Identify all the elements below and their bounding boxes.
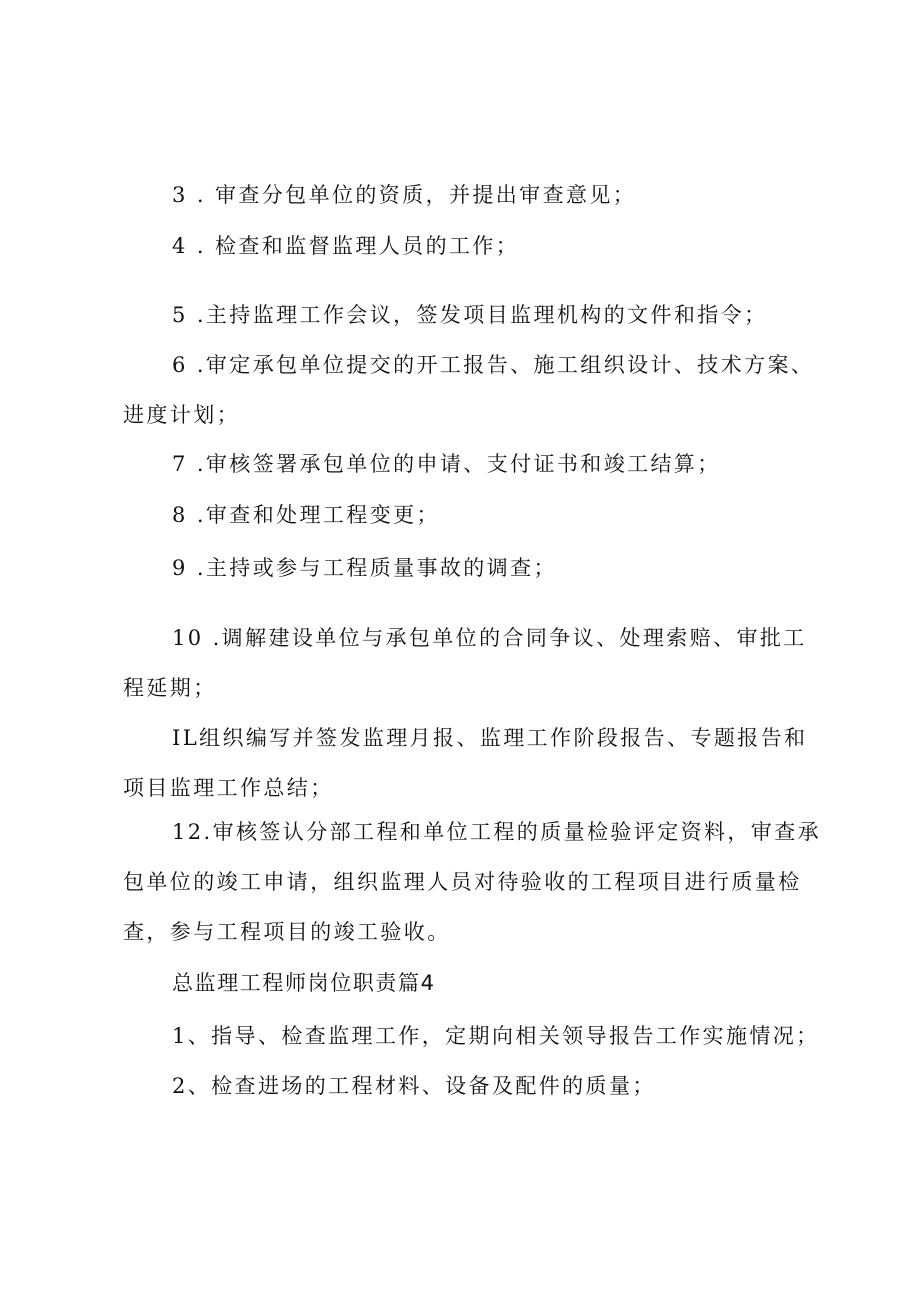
duty-item-6: 6 .审定承包单位提交的开工报告、施工组织设计、技术方案、进度计划； (123, 353, 815, 427)
section-item-1: 1、指导、检查监理工作，定期向相关领导报告工作实施情况； (172, 1024, 820, 1048)
duty-item-10: 10 .调解建设单位与承包单位的合同争议、处理索赔、审批工程延期； (123, 626, 807, 700)
duty-item-8: 8 .审查和处理工程变更； (172, 503, 440, 527)
duty-item-7: 7 .审核签署承包单位的申请、支付证书和竣工结算； (172, 452, 721, 476)
section-heading: 总监理工程师岗位职责篇4 (172, 971, 436, 995)
duty-item-5: 5 .主持监理工作会议，签发项目监理机构的文件和指令； (172, 303, 768, 327)
section-item-2: 2、检查进场的工程材料、设备及配件的质量； (172, 1074, 656, 1098)
duty-item-9: 9 .主持或参与工程质量事故的调查； (172, 556, 557, 580)
duty-item-12: 12.审核签认分部工程和单位工程的质量检验评定资料，审查承包单位的竣工申请，组织监理人员对待验收的工程项目进行质量检查，参与工程项目的竣工验收。 (123, 820, 821, 944)
duty-item-3: 3 . 审查分包单位的资质，并提出审查意见； (172, 183, 637, 207)
duty-item-4: 4 . 检查和监督监理人员的工作； (172, 234, 520, 258)
duty-item-11: IL组织编写并签发监理月报、监理工作阶段报告、专题报告和项目监理工作总结； (123, 726, 808, 800)
